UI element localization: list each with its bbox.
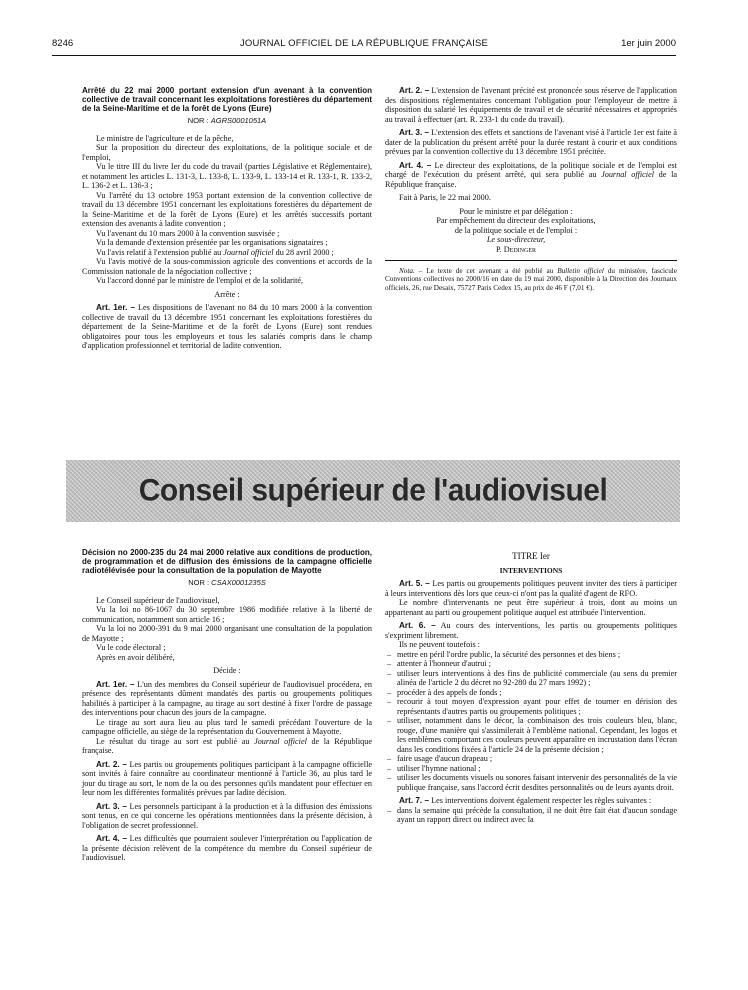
list-item: – utiliser les documents visuels ou sonores faisant intervenir des personnalités de la vie publique française, sans l'accord écrit desdites personnalités ou de leurs ayants droit. bbox=[397, 773, 677, 792]
decision-decide: Décide : bbox=[213, 666, 241, 675]
page-header bbox=[52, 38, 676, 54]
decision-art2: Art. 2. – Les partis ou groupements politiques participant à la campagne officielle sont invités à faire connaître au coordinateur mentionné à l'article 36, au plus tard le jour du tirage au sort, le nom de la ou des personnes qu'ils mandatent pour effectuer en leur nom les différentes formalités prévues par ladite décision. bbox=[82, 759, 372, 797]
list-item: – procéder à des appels de fonds ; bbox=[397, 688, 677, 698]
decision-p1: Le Conseil supérieur de l'audiovisuel, bbox=[96, 595, 220, 605]
arrete-p3: Vu le titre III du livre Ier du code du travail (parties Législative et Réglementaire), et notamment les articles L. 131-3, L. 133-8, L. 133-9, L. 133-14 et R. 133-1, R. 133-2, L. 136-2 et L. 136-3 ; bbox=[82, 162, 372, 190]
arrete-column-left bbox=[82, 86, 372, 351]
note-rule bbox=[385, 260, 677, 261]
decision-art1-p3: Le résultat du tirage au sort est publié au Journal officiel de la République française. bbox=[82, 736, 372, 755]
arrete-p9: Vu l'accord donné par le ministre de l'emploi et de la solidarité, bbox=[96, 276, 304, 285]
arrete-p7: Vu l'avis relatif à l'extension publié au Journal officiel du 28 avril 2000 ; bbox=[96, 247, 334, 257]
arrete-p1: Le ministre de l'agriculture et de la pêche, bbox=[96, 133, 234, 143]
decision-art6: Art. 6. – Au cours des interventions, les partis ou groupements politiques s'expriment librement. bbox=[385, 621, 677, 640]
list-item: – dans la semaine qui précède la consultation, il ne doit être fait état d'aucun sondage ayant un rapport direct ou indirect avec la bbox=[397, 806, 677, 825]
list-item: – utiliser leurs interventions à des fins de publicité commerciale (au sens du premier alinéa de l'article 2 du décret no 92-280 du 27 mars 1992) ; bbox=[397, 669, 677, 688]
decision-art1-p2: Le tirage au sort aura lieu au plus tard le samedi précédant l'ouverture de la campagne officielle, au siège de la représentation du Gouvernement à Mayotte. bbox=[82, 717, 372, 736]
decision-art5: Art. 5. – Les partis ou groupements politiques peuvent inviter des tiers à participer à leurs interventions dès lors que ceux-ci n'ont pas la qualité d'agent de RFO. bbox=[385, 579, 677, 598]
list-item: – utiliser l'hymne national ; bbox=[397, 764, 677, 774]
arrete-note: Nota. – Le texte de cet avenant a été publié au Bulletin officiel du ministère, fascicule Conventions collectives no 2000/16 en date du 19 mai 2000, disponible à la Direction des Journaux officiels, 26, rue Desaix, 75727 Paris Cedex 15, au prix de 46 F (7,01 €). bbox=[385, 267, 677, 292]
decision-art7: Art. 7. – Les interventions doivent également respecter les règles suivantes : bbox=[399, 796, 652, 805]
arrete-p2: Sur la proposition du directeur des exploitations, de la politique sociale et de l'emploi, bbox=[82, 143, 372, 162]
list-item: – faire usage d'aucun drapeau ; bbox=[397, 754, 677, 764]
decision-p2: Vu la loi no 86-1067 du 30 septembre 1986 modifiée relative à la liberté de communication, notamment son article 16 ; bbox=[82, 605, 372, 624]
arrete-nor: NOR : AGRS0001051A bbox=[187, 116, 267, 125]
arrete-art2: Art. 2. – L'extension de l'avenant précité est prononcée sous réserve de l'application des dispositions réglementaires concernant l'obligation pour l'employeur de mettre à disposition du salarié les équipements de travail et de sécurité nécessaires et appropriés au travail à effectuer (art. R. 233-1 du code du travail). bbox=[385, 86, 677, 124]
section-banner bbox=[66, 460, 680, 522]
arrete-title: Arrêté du 22 mai 2000 portant extension d'un avenant à la convention collective de travail concernant les exploitations forestières du département de la Seine-Maritime et de la forêt de Lyons (Eure) bbox=[82, 86, 372, 113]
list-item: – utiliser, notamment dans le décor, la combinaison des trois couleurs bleu, blanc, rouge, d'une manière qui s'assimilerait à l'emblème national. Cependant, les logos et les emblèmes comportant ces couleurs peuvent apparaître en incrustation dans l'écran dans les conditions fixées à l'article 24 de la présente décision ; bbox=[397, 716, 677, 754]
arrete-p8: Vu l'avis motivé de la sous-commission agricole des conventions et accords de la Commission nationale de la négociation collective ; bbox=[82, 257, 372, 276]
restriction-list bbox=[385, 650, 677, 793]
arrete-art1: Art. 1er. – Les dispositions de l'avenant no 84 du 10 mars 2000 à la convention collective de travail du 13 décembre 1951 concernant les exploitations forestières du département de la Seine-Maritime et de la forêt de Lyons (Eure) sont rendues obligatoires pour tous les employeurs et tous les salariés compris dans le champ d'application professionnel et territorial de ladite convention. bbox=[82, 303, 372, 350]
titre-subheading: INTERVENTIONS bbox=[499, 565, 563, 575]
decision-art3: Art. 3. – Les personnels participant à la production et à la diffusion des émissions sont tenus, en ce qui concerne les opérations mentionnées dans la présente décision, à l'obligation de secret professionnel. bbox=[82, 801, 372, 830]
arrete-signature: Pour le ministre et par délégation : Par empêchement du directeur des exploitations, de la politique sociale et de l'emploi : Le sous-directeur, P. Dedinger bbox=[436, 206, 596, 254]
list-item: – attenter à l'honneur d'autrui ; bbox=[397, 659, 677, 669]
arrete-word: Arrête : bbox=[214, 289, 240, 299]
decision-column-right bbox=[385, 548, 677, 825]
decision-nor: NOR : CSAX0001235S bbox=[188, 578, 266, 587]
titre-heading: TITRE Ier bbox=[512, 551, 550, 561]
decision-art4: Art. 4. – Les difficultés que pourraient soulever l'interprétation ou l'application de la présente décision relèvent de la compétence du membre du Conseil supérieur de l'audiovisuel. bbox=[82, 834, 372, 862]
arrete-column-right bbox=[385, 86, 677, 292]
decision-art5-p2: Le nombre d'intervenants ne peut être supérieur à trois, dont au moins un appartenant au parti ou groupement politique auquel est attribuée l'intervention. bbox=[385, 598, 677, 617]
decision-column-left bbox=[82, 548, 372, 863]
issue-date: 1er juin 2000 bbox=[621, 38, 676, 49]
page-number: 8246 bbox=[52, 38, 74, 49]
decision-p4: Vu le code électoral ; bbox=[96, 643, 166, 652]
rules-list bbox=[385, 806, 677, 825]
decision-art1: Art. 1er. – L'un des membres du Conseil supérieur de l'audiovisuel procédera, en présence des représentants dûment mandatés des partis ou groupements politiques habilités à participer à la campagne, au tirage au sort destiné à fixer l'ordre de passage des interventions pour chacun des jours de la campagne. bbox=[82, 679, 372, 717]
list-item: – recourir à tout moyen d'expression ayant pour effet de tourner en dérision des représentants d'autres partis ou groupements politiques ; bbox=[397, 697, 677, 716]
arrete-fait: Fait à Paris, le 22 mai 2000. bbox=[399, 193, 491, 202]
header-rule bbox=[52, 55, 676, 56]
arrete-p5: Vu l'avenant du 10 mars 2000 à la convention susvisée ; bbox=[96, 228, 280, 238]
banner-text: Conseil supérieur de l'audiovisuel bbox=[138, 473, 608, 508]
arrete-p6: Vu la demande d'extension présentée par les organisations signataires ; bbox=[96, 238, 328, 247]
arrete-art3: Art. 3. – L'extension des effets et sanctions de l'avenant visé à l'article 1er est faite à dater de la publication du présent arrêté pour la durée restant à courir et aux conditions prévues par la convention collective du 13 décembre 1951 précitée. bbox=[385, 128, 677, 156]
journal-title: JOURNAL OFFICIEL DE LA RÉPUBLIQUE FRANÇAISE bbox=[239, 38, 489, 49]
decision-p5: Après en avoir délibéré, bbox=[96, 652, 175, 662]
decision-art6-p2: Ils ne peuvent toutefois : bbox=[399, 640, 480, 649]
list-item: – mettre en péril l'ordre public, la sécurité des personnes et des biens ; bbox=[397, 650, 677, 660]
arrete-art4: Art. 4. – Le directeur des exploitations, de la politique sociale et de l'emploi est chargé de l'exécution du présent arrêté, qui sera publié au Journal officiel de la République française. bbox=[385, 160, 677, 189]
arrete-p4: Vu l'arrêté du 13 octobre 1953 portant extension de la convention collective de travail du 13 décembre 1951 concernant les exploitations forestières du département de la Seine-Maritime et de la forêt de Lyons (Eure) et les arrêtés successifs portant extension des avenants à ladite convention ; bbox=[82, 190, 372, 228]
decision-p3: Vu la loi no 2000-391 du 9 mai 2000 organisant une consultation de la population de Mayotte ; bbox=[82, 624, 372, 643]
decision-title: Décision no 2000-235 du 24 mai 2000 relative aux conditions de production, de programmation et de diffusion des émissions de la campagne officielle radiotélévisée pour la consultation de la population de Mayotte bbox=[82, 548, 372, 575]
